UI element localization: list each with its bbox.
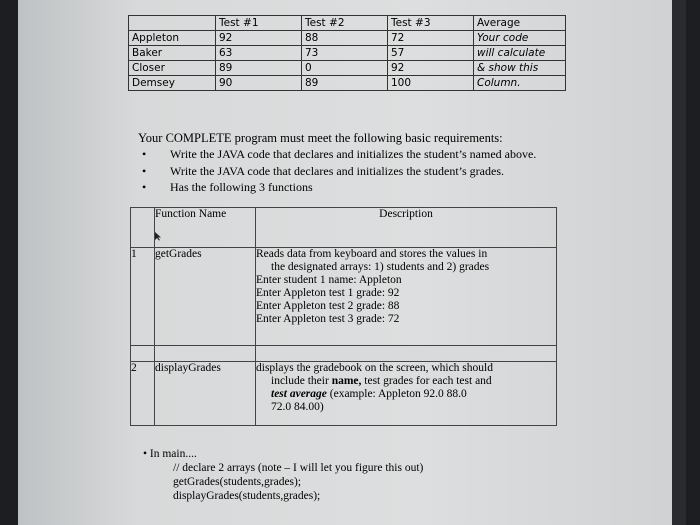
requirement-item: [142, 164, 504, 179]
main-line: displayGrades(students,grades);: [173, 490, 321, 502]
test3-grade: 72: [388, 31, 474, 46]
bullet-icon: •: [142, 164, 147, 178]
function-description: displays the gradebook on the screen, which should include their name, test grades for each test and test average (example: Appleton 92.0 88.0 72.0 84.00): [256, 362, 557, 426]
requirement-item: [142, 180, 313, 195]
mouse-cursor-icon: [154, 231, 164, 241]
grades-header-average: Average: [474, 16, 566, 31]
grades-header-row: [129, 16, 566, 31]
bullet-icon: •: [142, 147, 147, 161]
main-heading: In main....: [149, 448, 197, 460]
requirement-text: Has the following 3 functions: [170, 180, 313, 194]
test1-grade: 63: [216, 46, 302, 61]
function-name-header: Function Name: [155, 208, 256, 248]
test3-grade: 57: [388, 46, 474, 61]
main-line: // declare 2 arrays (note – I will let you figure this out): [173, 462, 424, 474]
test2-grade: 88: [302, 31, 388, 46]
student-name: Demsey: [129, 76, 216, 91]
number-header: [131, 208, 155, 248]
functions-header-row: [131, 208, 557, 248]
test2-grade: 0: [302, 61, 388, 76]
test1-grade: 90: [216, 76, 302, 91]
test3-grade: 100: [388, 76, 474, 91]
function-number: 1: [131, 248, 155, 346]
average-cell: Your code: [474, 31, 566, 46]
average-cell: Column.: [474, 76, 566, 91]
student-name: Baker: [129, 46, 216, 61]
student-name: Closer: [129, 61, 216, 76]
grades-header-test1: Test #1: [216, 16, 302, 31]
test1-grade: 92: [216, 31, 302, 46]
average-cell: will calculate: [474, 46, 566, 61]
average-cell: & show this: [474, 61, 566, 76]
table-row: [129, 76, 566, 91]
requirements-intro: Your COMPLETE program must meet the following basic requirements:: [138, 131, 503, 145]
functions-table: [130, 207, 557, 426]
table-spacer-row: [131, 346, 557, 362]
function-number: 2: [131, 362, 155, 426]
main-line: getGrades(students,grades);: [173, 476, 302, 488]
requirement-item: [142, 147, 536, 162]
function-name: displayGrades: [155, 362, 256, 426]
test3-grade: 92: [388, 61, 474, 76]
main-note: [143, 447, 423, 503]
table-row: [131, 362, 557, 426]
function-description: Reads data from keyboard and stores the values in the designated arrays: 1) students and 2) grades Enter student 1 name: Appleton Enter Appleton test 1 grade: 92 Enter Appleton test 2 grade: 88 Enter Appleton test 3 grade: 72: [256, 248, 557, 346]
requirement-text: Write the JAVA code that declares and initializes the student’s named above.: [170, 147, 537, 161]
bullet-icon: •: [143, 448, 150, 460]
grades-header-test3: Test #3: [388, 16, 474, 31]
grades-table: [128, 15, 566, 91]
test2-grade: 73: [302, 46, 388, 61]
table-row: [129, 31, 566, 46]
table-row: [129, 61, 566, 76]
page-edge-shadow: [672, 0, 686, 525]
student-name: Appleton: [129, 31, 216, 46]
grades-header-test2: Test #2: [302, 16, 388, 31]
function-name: getGrades: [155, 248, 256, 346]
table-row: [131, 248, 557, 346]
table-row: [129, 46, 566, 61]
grades-header-blank: [129, 16, 216, 31]
test2-grade: 89: [302, 76, 388, 91]
test1-grade: 89: [216, 61, 302, 76]
requirement-text: Write the JAVA code that declares and initializes the student’s grades.: [170, 164, 504, 178]
description-header: Description: [256, 208, 557, 248]
bullet-icon: •: [142, 180, 147, 194]
